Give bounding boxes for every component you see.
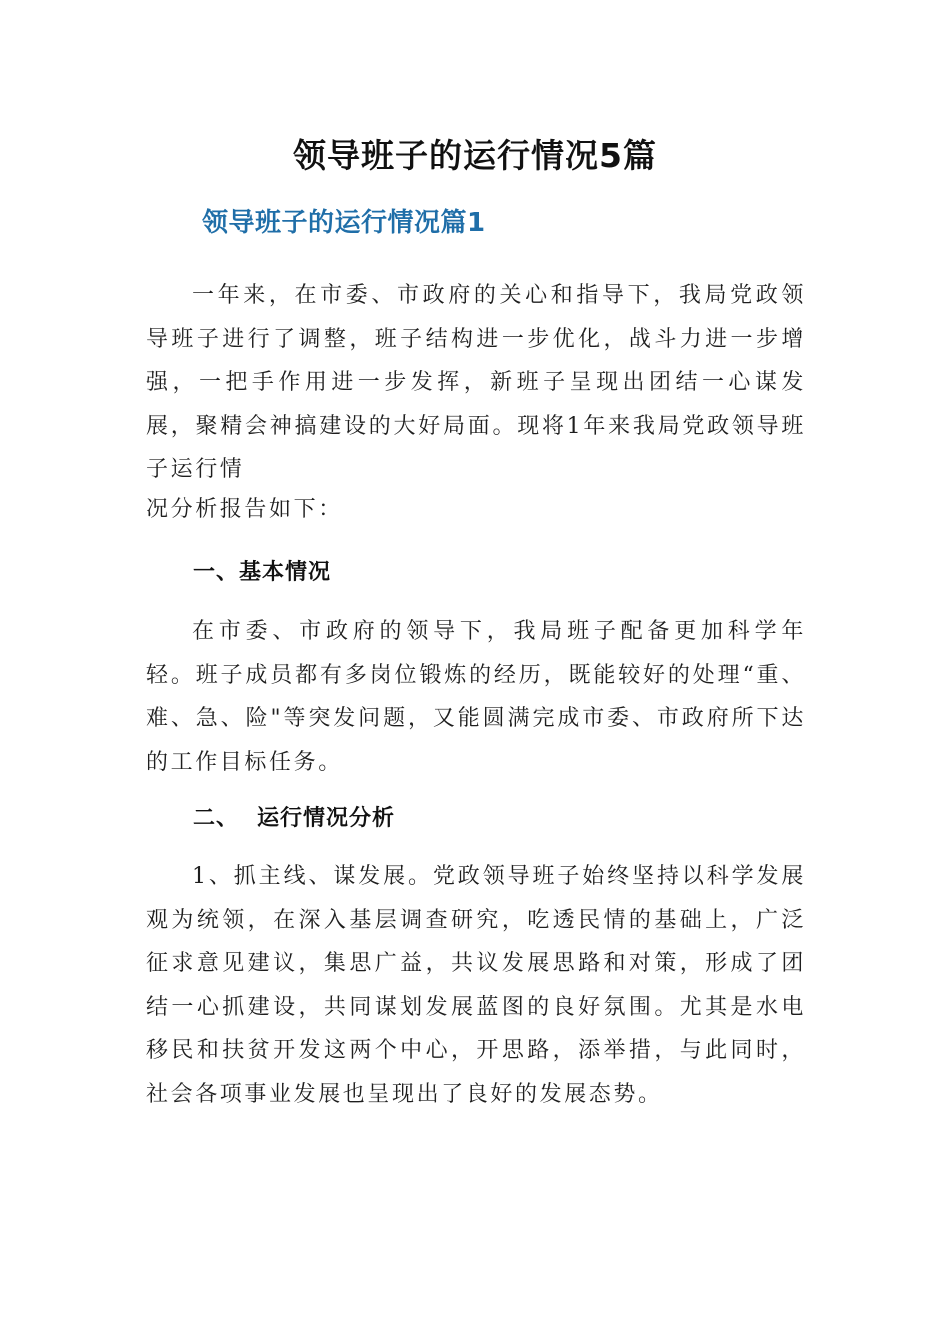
section-analysis-paragraph: 1、抓主线、谋发展。党政领导班子始终坚持以科学发展观为统领，在深入基层调查研究，吃透民情的基础上，广泛征求意见建议，集思广益，共议发展思路和对策，形成了团结一心抓建设，共同谋划发展蓝图的良好氛围。尤其是水电移民和扶贫开发这两个中心，开思路，添举措，与此同时，社会各项事业发展也呈现出了良好的发展态势。 — [146, 864, 806, 1107]
section-heading-analysis — [193, 801, 395, 832]
intro-paragraph: 一年来，在市委、市政府的关心和指导下，我局党政领导班子进行了调整，班子结构进一步优化，战斗力进一步增强，一把手作用进一步发挥，新班子呈现出团结一心谋发展，聚精会神搞建设的大好局面。现将1年来我局党政领导班子运行情 — [146, 283, 806, 482]
section-number: 一、 — [193, 560, 240, 585]
section-number: 二、 — [193, 806, 240, 831]
section-heading-basic — [193, 555, 331, 586]
section-title: 基本情况 — [239, 560, 332, 585]
document-title: 领导班子的运行情况5篇 — [293, 136, 657, 175]
intro-paragraph-continuation: 况分析报告如下： — [146, 497, 343, 522]
section-title: 运行情况分析 — [257, 806, 396, 831]
document-subtitle: 领导班子的运行情况篇1 — [202, 208, 486, 238]
section-basic-paragraph: 在市委、市政府的领导下，我局班子配备更加科学年轻。班子成员都有多岗位锻炼的经历，既能较好的处理“重、难、急、险"等突发问题，又能圆满完成市委、市政府所下达的工作目标任务。 — [146, 619, 806, 775]
